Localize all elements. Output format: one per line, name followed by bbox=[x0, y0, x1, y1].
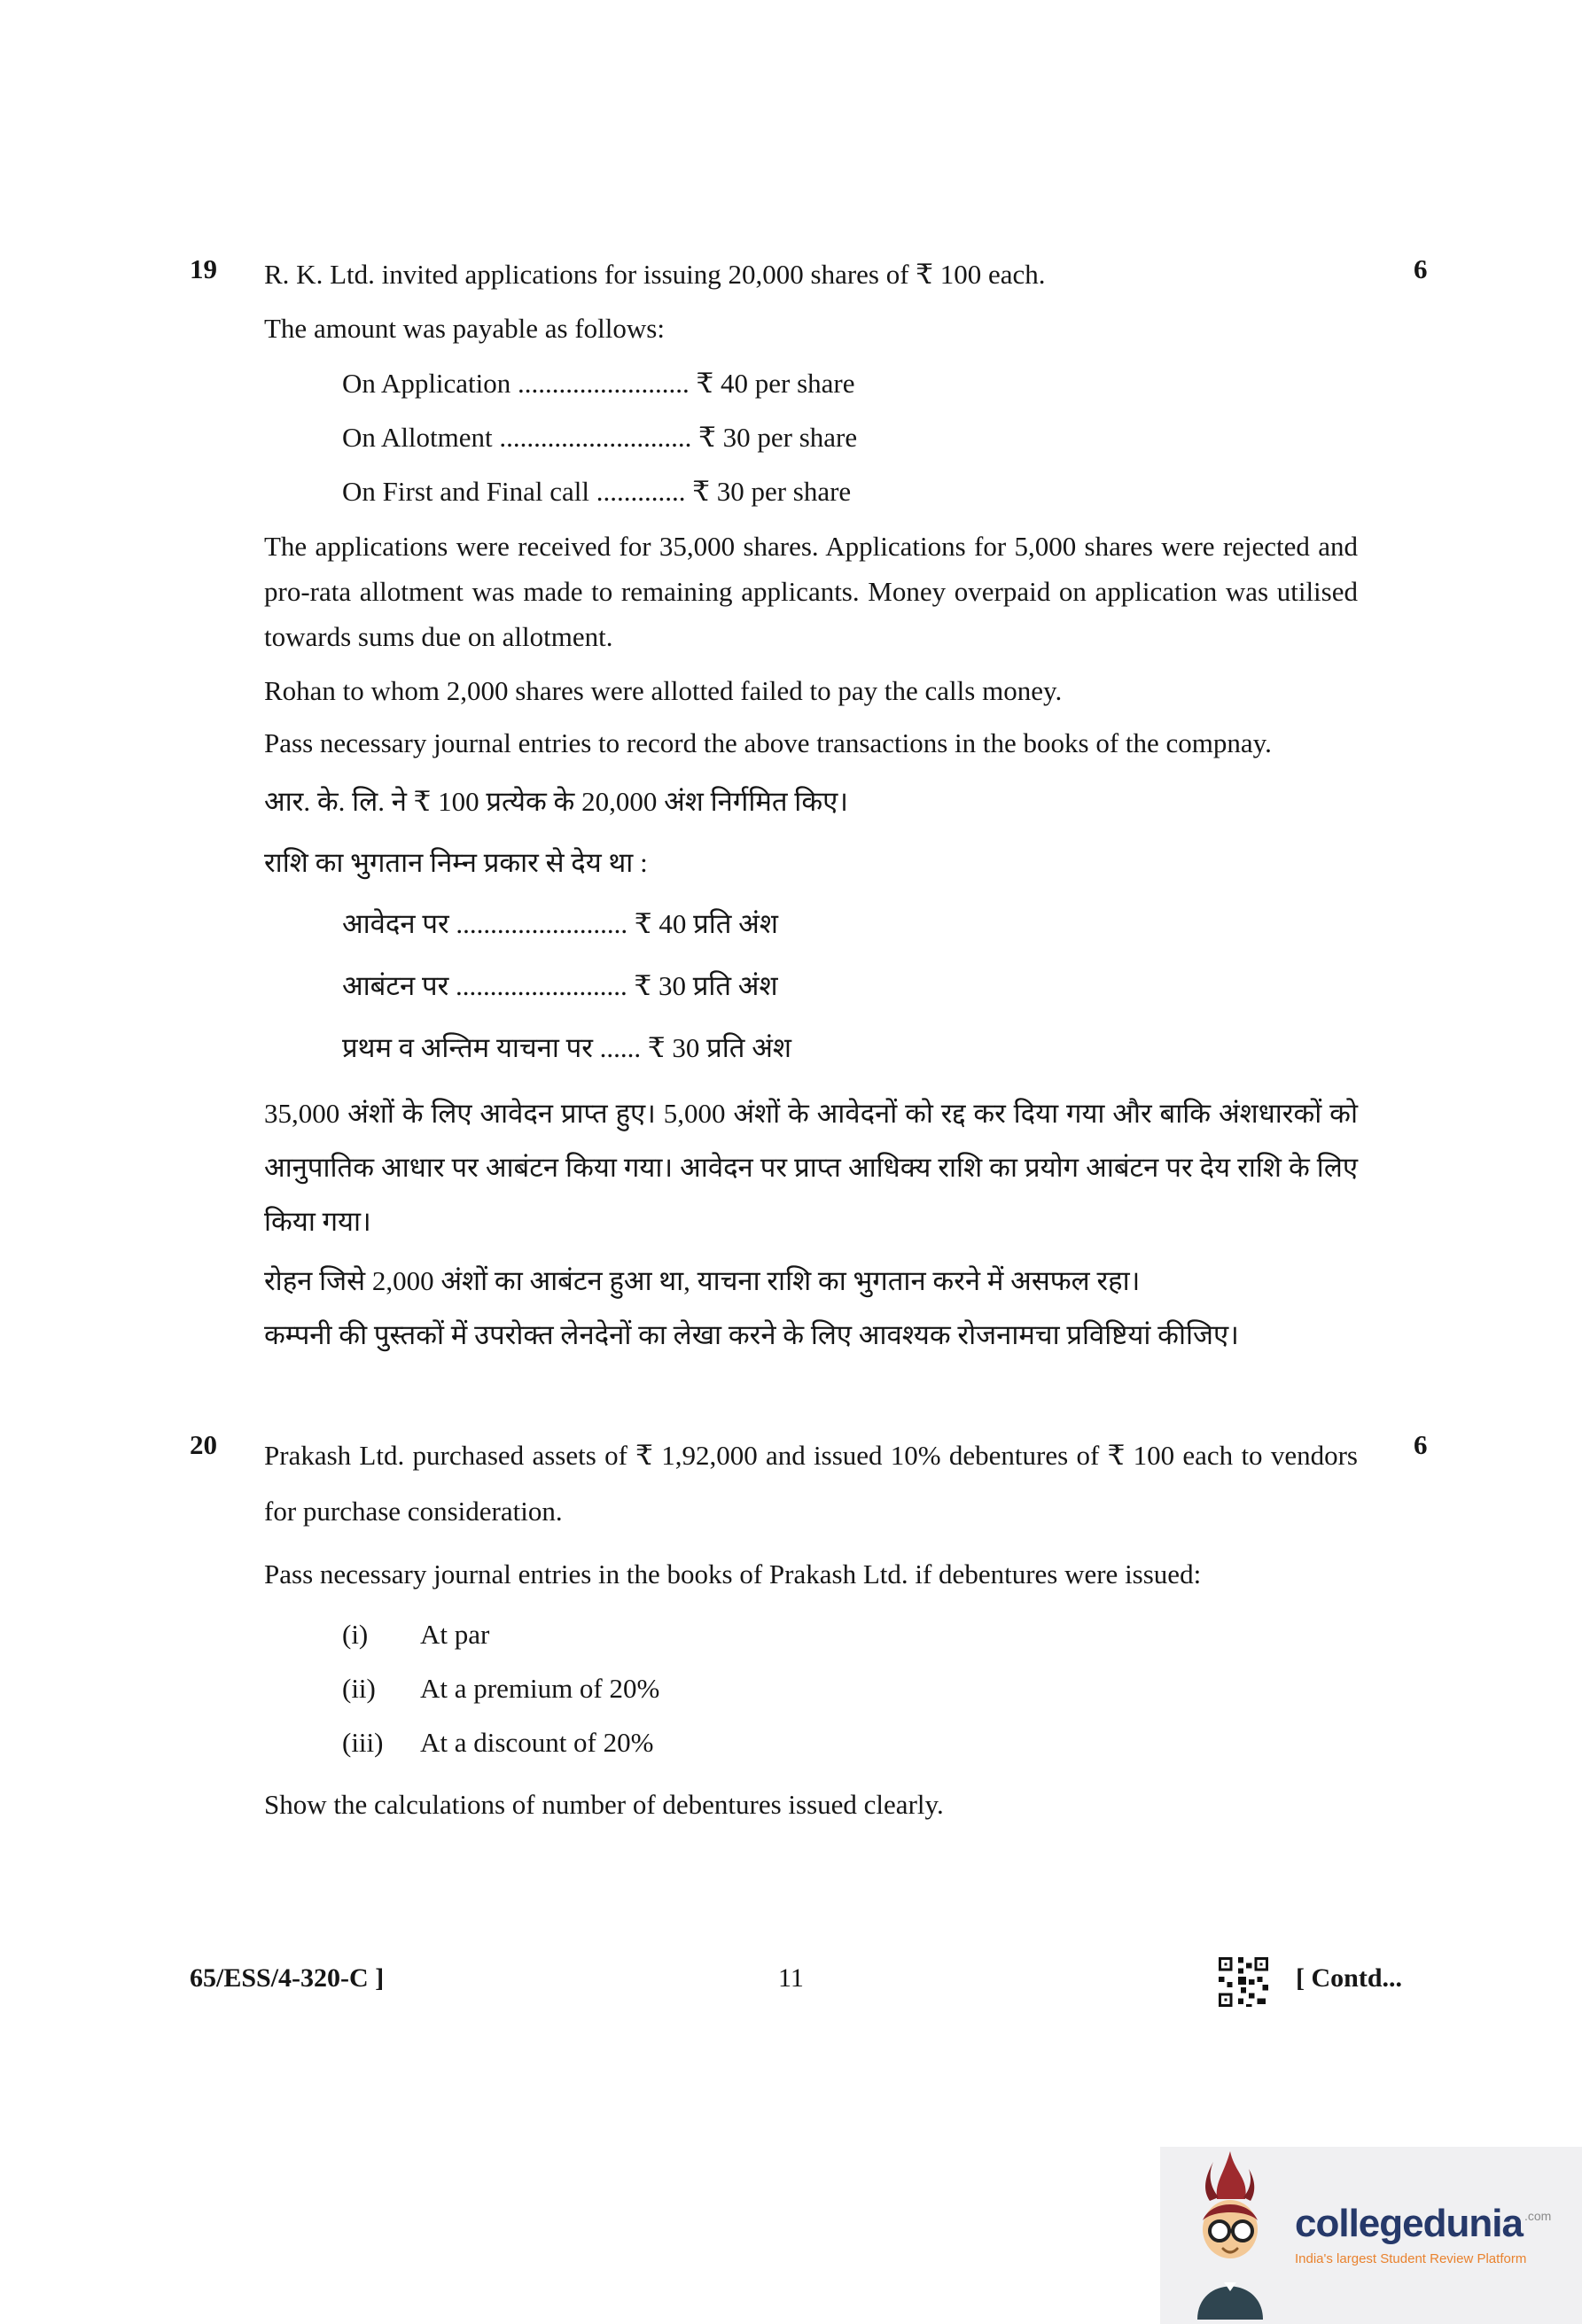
collegedunia-watermark bbox=[1160, 2147, 1582, 2324]
q20-options-list bbox=[342, 1607, 1358, 1769]
q20-show-calculations-line: Show the calculations of number of debentures issued clearly. bbox=[264, 1789, 944, 1820]
q19-payment-allotment: On Allotment ............................ ₹ 30 per share bbox=[342, 422, 858, 453]
q19-hindi-payment-call: प्रथम व अन्तिम याचना पर ...... ₹ 30 प्रति अंश bbox=[342, 1032, 791, 1063]
page-footer bbox=[0, 1955, 1582, 2017]
q19-hindi-payment-application: आवेदन पर ......................... ₹ 40 प्रति अंश bbox=[342, 908, 778, 939]
collegedunia-logo-suffix: .com bbox=[1524, 2209, 1552, 2223]
q20-pass-entries-line: Pass necessary journal entries in the books of Prakash Ltd. if debentures were issued: bbox=[264, 1558, 1202, 1589]
barcode-icon bbox=[1216, 1955, 1271, 2009]
q19-hindi-applications-paragraph: 35,000 अंशों के लिए आवेदन प्राप्त हुए। 5,000 अंशों के आवेदनों को रद्द कर दिया गया और बाकि अंशधारकों को आनुपातिक आधार पर आबंटन किया गया। आवेदन पर प्राप्त आधिक्य राशि का प्रयोग आबंटन पर देय राशि के लिए किया गया। bbox=[264, 1098, 1358, 1237]
q19-rohan-line: Rohan to whom 2,000 shares were allotted failed to pay the calls money. bbox=[264, 675, 1063, 706]
q19-payment-call: On First and Final call ............. ₹ 30 per share bbox=[342, 476, 852, 507]
q19-hindi-intro-2: राशि का भुगतान निम्न प्रकार से देय था : bbox=[264, 847, 648, 878]
question-19-marks: 6 bbox=[1414, 253, 1428, 284]
q20-option-ii bbox=[342, 1661, 1358, 1715]
q20-option-i-text: At par bbox=[420, 1619, 490, 1650]
q19-hindi-payment-schedule bbox=[342, 893, 1358, 1079]
question-20-marks: 6 bbox=[1414, 1429, 1428, 1460]
question-20 bbox=[190, 1427, 1428, 1832]
contd-label: [ Contd... bbox=[1296, 1963, 1403, 1993]
q20-intro-paragraph: Prakash Ltd. purchased assets of ₹ 1,92,000 and issued 10% debentures of ₹ 100 each to vendors for purchase consideration. bbox=[264, 1440, 1358, 1527]
question-19-number: 19 bbox=[190, 253, 217, 284]
paper-code: 65/ESS/4-320-C ] bbox=[190, 1963, 385, 1993]
q19-intro-line-1: R. K. Ltd. invited applications for issuing 20,000 shares of ₹ 100 each. bbox=[264, 259, 1046, 290]
q20-option-i-label: (i) bbox=[342, 1619, 369, 1650]
q20-option-ii-text: At a premium of 20% bbox=[420, 1673, 660, 1704]
q19-hindi-rohan-line: रोहन जिसे 2,000 अंशों का आबंटन हुआ था, याचना राशि का भुगतान करने में असफल रहा। bbox=[264, 1265, 1141, 1296]
q19-payment-schedule bbox=[342, 356, 1358, 518]
q19-hindi-payment-allotment: आबंटन पर ......................... ₹ 30 प्रति अंश bbox=[342, 970, 778, 1001]
q19-payment-application: On Application ......................... ₹ 40 per share bbox=[342, 368, 855, 399]
question-19 bbox=[190, 252, 1428, 1362]
collegedunia-mascot-icon bbox=[1174, 2149, 1286, 2324]
collegedunia-logo-text: collegedunia bbox=[1295, 2202, 1523, 2245]
q20-option-iii bbox=[342, 1715, 1358, 1769]
page-content bbox=[190, 252, 1428, 1832]
q20-option-iii-text: At a discount of 20% bbox=[420, 1727, 654, 1758]
page-number: 11 bbox=[778, 1963, 804, 1993]
collegedunia-logo bbox=[1295, 2202, 1551, 2266]
collegedunia-tagline: India's largest Student Review Platform bbox=[1295, 2251, 1527, 2266]
question-20-number: 20 bbox=[190, 1429, 217, 1460]
q19-hindi-intro-1: आर. के. लि. ने ₹ 100 प्रत्येक के 20,000 अंश निर्गमित किए। bbox=[264, 786, 849, 817]
q20-option-ii-label: (ii) bbox=[342, 1673, 376, 1704]
q19-intro-line-2: The amount was payable as follows: bbox=[264, 313, 665, 344]
q19-hindi-pass-entries-line: कम्पनी की पुस्तकों में उपरोक्त लेनदेनों का लेखा करने के लिए आवश्यक रोजनामचा प्रविष्टियां कीजिए। bbox=[264, 1319, 1239, 1350]
q19-hindi-block bbox=[264, 774, 1358, 1362]
q19-applications-paragraph: The applications were received for 35,000 shares. Applications for 5,000 shares were rejected and pro-rata allotment was made to remaining applicants. Money overpaid on application was utilised towards sums due on allotment. bbox=[264, 531, 1358, 652]
q19-pass-entries-line: Pass necessary journal entries to record the above transactions in the books of the compnay. bbox=[264, 727, 1272, 758]
q20-option-i bbox=[342, 1607, 1358, 1661]
q20-option-iii-label: (iii) bbox=[342, 1727, 384, 1758]
